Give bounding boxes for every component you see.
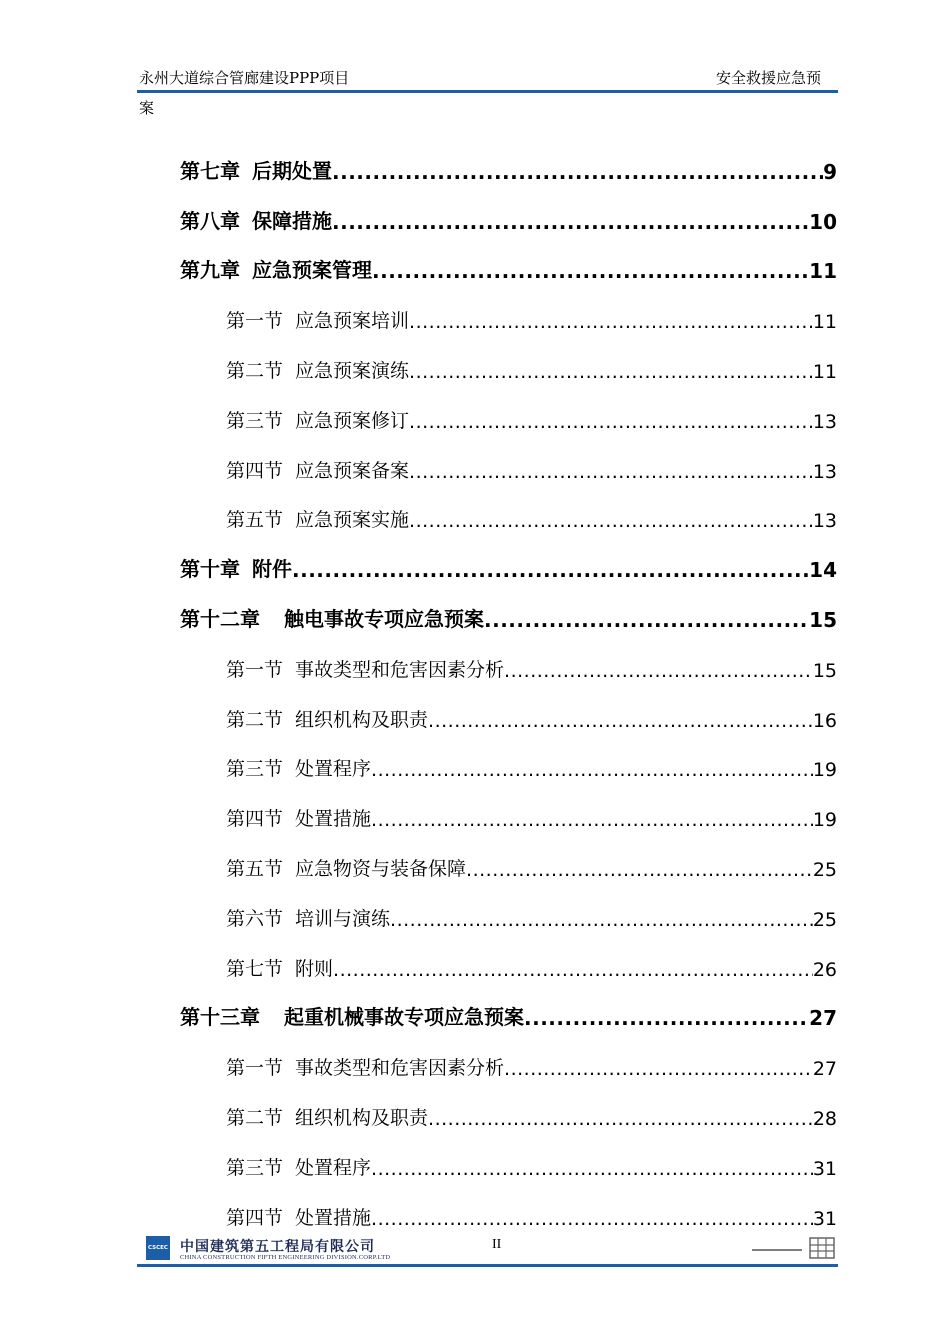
- toc-entry-title: 应急预案管理: [252, 258, 372, 283]
- toc-entry-page: 19: [812, 759, 837, 782]
- toc-entry-title: 应急预案培训: [295, 310, 410, 333]
- toc-entry-number: 第四节: [226, 1206, 284, 1229]
- toc-entry-label: [226, 904, 390, 937]
- toc-entry-number: 第一节: [226, 658, 284, 681]
- toc-entry-title: 应急预案修订: [295, 409, 410, 432]
- toc-entry-number: 第四节: [226, 459, 284, 482]
- toc-entry-page: 15: [809, 607, 837, 632]
- toc-entry-title: 处置程序: [295, 758, 372, 781]
- toc-entry-number: 第五节: [226, 509, 284, 532]
- toc-entry[interactable]: [180, 688, 837, 738]
- toc-dot-leader: [371, 759, 813, 787]
- toc-entry[interactable]: [180, 638, 837, 688]
- footer-rule: [137, 1264, 838, 1267]
- company-logo-icon: [146, 1236, 170, 1260]
- toc-dot-leader: [371, 809, 813, 837]
- toc-entry[interactable]: [180, 439, 837, 489]
- toc-dot-leader: [484, 608, 809, 638]
- toc-dot-leader: [466, 859, 813, 887]
- toc-entry-label: [226, 356, 409, 389]
- toc-entry-page: 19: [812, 809, 837, 832]
- toc-entry-page: 11: [809, 259, 837, 284]
- toc-entry[interactable]: [180, 140, 837, 190]
- toc-entry-number: 第三节: [226, 1156, 284, 1179]
- toc-entry-page: 14: [809, 558, 837, 583]
- toc-entry-number: 第五节: [226, 857, 284, 880]
- toc-entry[interactable]: [180, 289, 837, 339]
- toc-entry-title: 组织机构及职责: [295, 708, 429, 731]
- toc-dot-leader: [371, 1208, 813, 1236]
- toc-entry-number: 第一节: [226, 1057, 284, 1080]
- toc-entry-number: 第七节: [226, 957, 284, 980]
- toc-entry-page: 11: [812, 311, 837, 334]
- toc-entry-page: 27: [812, 1058, 837, 1081]
- toc-entry-page: 25: [812, 858, 837, 881]
- toc-entry-title: 处置措施: [295, 1206, 372, 1229]
- toc-entry-title: 应急预案实施: [295, 509, 410, 532]
- toc-entry-page: 13: [812, 410, 837, 433]
- toc-entry[interactable]: [180, 190, 837, 240]
- table-of-contents: [180, 140, 837, 1236]
- toc-entry[interactable]: [180, 489, 837, 539]
- toc-entry-page: 16: [812, 709, 837, 732]
- toc-entry[interactable]: [180, 1036, 837, 1086]
- toc-dot-leader: [409, 461, 813, 489]
- toc-entry[interactable]: [180, 787, 837, 837]
- toc-entry-title: 起重机械事故专项应急预案: [284, 1005, 524, 1030]
- toc-dot-leader: [371, 1158, 813, 1186]
- toc-entry[interactable]: [180, 837, 837, 887]
- toc-entry-number: 第十三章: [180, 1005, 260, 1030]
- toc-entry-number: 第七章: [180, 158, 240, 183]
- toc-entry-title: 附则: [295, 957, 334, 980]
- toc-entry[interactable]: [180, 1086, 837, 1136]
- toc-entry-page: 13: [812, 460, 837, 483]
- toc-entry[interactable]: [180, 240, 837, 290]
- toc-entry[interactable]: [180, 339, 837, 389]
- toc-entry-number: 第八章: [180, 208, 240, 233]
- toc-entry-page: 31: [812, 1207, 837, 1230]
- toc-entry[interactable]: [180, 389, 837, 439]
- toc-entry[interactable]: [180, 588, 837, 638]
- toc-entry-label: [226, 954, 333, 987]
- toc-entry-number: 第二节: [226, 359, 284, 382]
- toc-entry[interactable]: [180, 538, 837, 588]
- toc-entry-label: [226, 754, 371, 787]
- header-project-title: 永州大道综合管廊建设PPP项目: [139, 69, 350, 87]
- toc-entry-number: 第一节: [226, 310, 284, 333]
- toc-entry-title: 事故类型和危害因素分析: [295, 1057, 505, 1080]
- toc-entry-label: [226, 854, 466, 887]
- toc-entry-title: 事故类型和危害因素分析: [295, 658, 505, 681]
- toc-entry-number: 第二节: [226, 1106, 284, 1129]
- toc-dot-leader: [292, 558, 809, 588]
- toc-entry-label: [180, 155, 332, 190]
- toc-entry-title: 培训与演练: [295, 907, 391, 930]
- toc-entry-label: [226, 655, 504, 688]
- toc-entry-page: 15: [812, 659, 837, 682]
- toc-dot-leader: [333, 959, 813, 987]
- toc-entry-label: [180, 553, 292, 588]
- toc-entry-title: 附件: [252, 557, 292, 582]
- toc-entry-title: 应急物资与装备保障: [295, 857, 467, 880]
- toc-entry-title: 保障措施: [252, 208, 332, 233]
- toc-dot-leader: [332, 160, 823, 190]
- toc-entry-number: 第四节: [226, 808, 284, 831]
- header-document-title: 安全救援应急预: [715, 69, 821, 87]
- toc-dot-leader: [504, 1058, 813, 1086]
- toc-entry[interactable]: [180, 937, 837, 987]
- toc-entry-label: [226, 505, 409, 538]
- toc-entry-title: 应急预案演练: [295, 359, 410, 382]
- toc-entry[interactable]: [180, 1186, 837, 1236]
- toc-dot-leader: [409, 510, 813, 538]
- header-rule: [137, 90, 838, 93]
- toc-entry-number: 第三节: [226, 409, 284, 432]
- toc-entry-label: [180, 1001, 524, 1036]
- footer-page-number: II: [492, 1237, 502, 1252]
- toc-entry-label: [226, 406, 409, 439]
- toc-dot-leader: [409, 311, 813, 339]
- toc-entry-title: 组织机构及职责: [295, 1106, 429, 1129]
- toc-entry[interactable]: [180, 987, 837, 1037]
- toc-entry-label: [226, 804, 371, 837]
- toc-entry-page: 31: [812, 1157, 837, 1180]
- toc-entry-label: [180, 603, 484, 638]
- toc-entry-label: [226, 705, 428, 738]
- toc-entry-number: 第二节: [226, 708, 284, 731]
- toc-dot-leader: [332, 210, 809, 240]
- toc-dot-leader: [390, 909, 813, 937]
- toc-entry-label: [226, 1153, 371, 1186]
- toc-entry-label: [226, 456, 409, 489]
- toc-entry-label: [226, 1053, 504, 1086]
- toc-entry[interactable]: [180, 1136, 837, 1186]
- toc-entry-label: [226, 306, 409, 339]
- toc-entry-title: 处置程序: [295, 1156, 372, 1179]
- toc-entry[interactable]: [180, 738, 837, 788]
- toc-entry-page: 13: [812, 510, 837, 533]
- toc-dot-leader: [428, 710, 813, 738]
- company-logo-text: CSCEC: [148, 1244, 168, 1251]
- footer-decoration-icon: [752, 1236, 836, 1260]
- toc-entry-label: [180, 254, 372, 289]
- toc-entry-number: 第十章: [180, 557, 240, 582]
- toc-dot-leader: [428, 1108, 813, 1136]
- toc-entry-page: 10: [809, 209, 837, 234]
- toc-entry-title: 触电事故专项应急预案: [284, 606, 484, 631]
- footer-company-name-en: CHINA CONSTRUCTION FIFTH ENGINEERING DIVISION.CORP.LTD: [180, 1254, 391, 1261]
- toc-entry-label: [226, 1203, 371, 1236]
- toc-dot-leader: [409, 411, 813, 439]
- toc-entry-number: 第三节: [226, 758, 284, 781]
- toc-entry-page: 25: [812, 908, 837, 931]
- toc-entry-title: 应急预案备案: [295, 459, 410, 482]
- toc-entry-page: 11: [812, 360, 837, 383]
- toc-entry-page: 26: [812, 958, 837, 981]
- toc-entry-number: 第六节: [226, 907, 284, 930]
- toc-entry-title: 后期处置: [252, 158, 332, 183]
- toc-entry[interactable]: [180, 887, 837, 937]
- toc-entry-label: [180, 205, 332, 240]
- toc-entry-page: 28: [812, 1107, 837, 1130]
- header-document-title-wrap: 案: [139, 99, 155, 117]
- toc-dot-leader: [504, 660, 813, 688]
- toc-dot-leader: [409, 361, 813, 389]
- toc-entry-number: 第十二章: [180, 606, 260, 631]
- toc-entry-page: 27: [809, 1006, 837, 1031]
- toc-dot-leader: [372, 259, 809, 289]
- toc-entry-page: 9: [823, 159, 837, 184]
- footer-company-name: 中国建筑第五工程局有限公司: [180, 1239, 375, 1255]
- toc-dot-leader: [524, 1006, 809, 1036]
- toc-entry-title: 处置措施: [295, 808, 372, 831]
- toc-entry-number: 第九章: [180, 258, 240, 283]
- toc-entry-label: [226, 1103, 428, 1136]
